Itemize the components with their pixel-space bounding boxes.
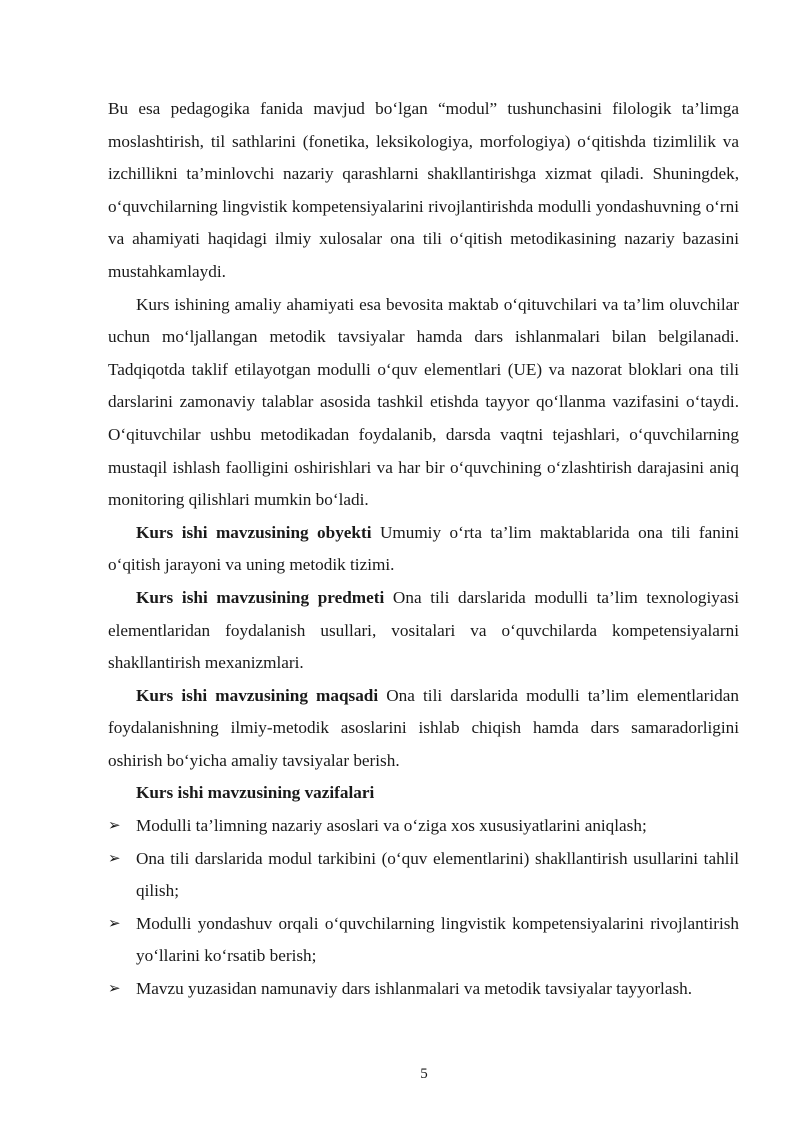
goal-label: Kurs ishi mavzusining maqsadi: [136, 685, 379, 705]
practical-significance-paragraph: Kurs ishining amaliy ahamiyati esa bevosita maktab o‘qituvchilari va ta’lim oluvchilar uchun mo‘ljallangan metodik tavsiyalar hamda dars ishlanmalari bilan belgilanadi. Tadqiqotda taklif etilayotgan modulli o‘quv elementlari (UE) va nazorat bloklari ona tili darslarini zamonaviy talablar asosida tashkil etishda tayyor qo‘llanma vazifasini o‘taydi. O‘qituvchilar ushbu metodikadan foydalanib, darsda vaqtni tejashlari, o‘quvchilarning mustaqil ishlash faolligini oshirishlari va har bir o‘quvchining o‘zlashtirish darajasini aniq monitoring qilishlari mumkin bo‘ladi.: [108, 294, 739, 510]
subject-label: Kurs ishi mavzusining predmeti: [136, 587, 385, 607]
task-text: Mavzu yuzasidan namunaviy dars ishlanmalari va metodik tavsiyalar tayyorlash.: [136, 979, 693, 999]
intro-continuation-paragraph: Bu esa pedagogika fanida mavjud bo‘lgan “modul” tushunchasini filologik ta’limga moslashtirish, til sathlarini (fonetika, leksikologiya, morfologiya) o‘qitishda tizimlilik va izchillikni ta’minlovchi nazariy qarashlarni shakllantirishga xizmat qiladi. Shuningdek, o‘quvchilarning lingvistik kompetensiyalarini rivojlantirishda modulli yondashuvning o‘rni va ahamiyati haqidagi ilmiy xulosalar ona tili o‘qitish metodikasining nazariy bazasini mustahkamlaydi.: [108, 99, 739, 281]
task-text: Modulli ta’limning nazariy asoslari va o‘ziga xos xususiyatlarini aniqlash;: [136, 816, 647, 836]
document-body: [108, 93, 739, 1006]
arrow-bullet-icon: ➢: [108, 915, 121, 932]
task-item: [108, 843, 739, 908]
goal-text: Ona tili darslarida modulli ta’lim elementlaridan foydalanishning ilmiy-metodik asoslarini ishlab chiqish hamda dars samaradorligini oshirish bo‘yicha amaliy tavsiyalar berish.: [108, 685, 739, 770]
task-item: [108, 810, 739, 843]
task-item: [108, 908, 739, 973]
object-text: Umumiy o‘rta ta’lim maktablarida ona tili fanini o‘qitish jarayoni va uning metodik tizimi.: [108, 522, 739, 575]
object-label: Kurs ishi mavzusining obyekti: [136, 522, 372, 542]
arrow-bullet-icon: ➢: [108, 981, 121, 998]
subject-paragraph: [108, 582, 739, 680]
task-item: [108, 973, 739, 1006]
arrow-bullet-icon: ➢: [108, 850, 121, 867]
object-paragraph: [108, 517, 739, 582]
subject-text: Ona tili darslarida modulli ta’lim texnologiyasi elementlaridan foydalanish usullari, vositalari va o‘quvchilarda kompetensiyalarni shakllantirish mexanizmlari.: [108, 587, 739, 673]
goal-paragraph: [108, 680, 739, 778]
arrow-bullet-icon: ➢: [108, 818, 121, 835]
page-number: 5: [420, 1066, 428, 1082]
tasks-heading: Kurs ishi mavzusining vazifalari: [136, 783, 375, 803]
task-text: Ona tili darslarida modul tarkibini (o‘quv elementlarini) shakllantirish usullarini tahlil qilish;: [136, 848, 739, 901]
task-text: Modulli yondashuv orqali o‘quvchilarning lingvistik kompetensiyalarini rivojlantirish yo‘llarini ko‘rsatib berish;: [136, 913, 739, 966]
tasks-list: [108, 810, 739, 1006]
